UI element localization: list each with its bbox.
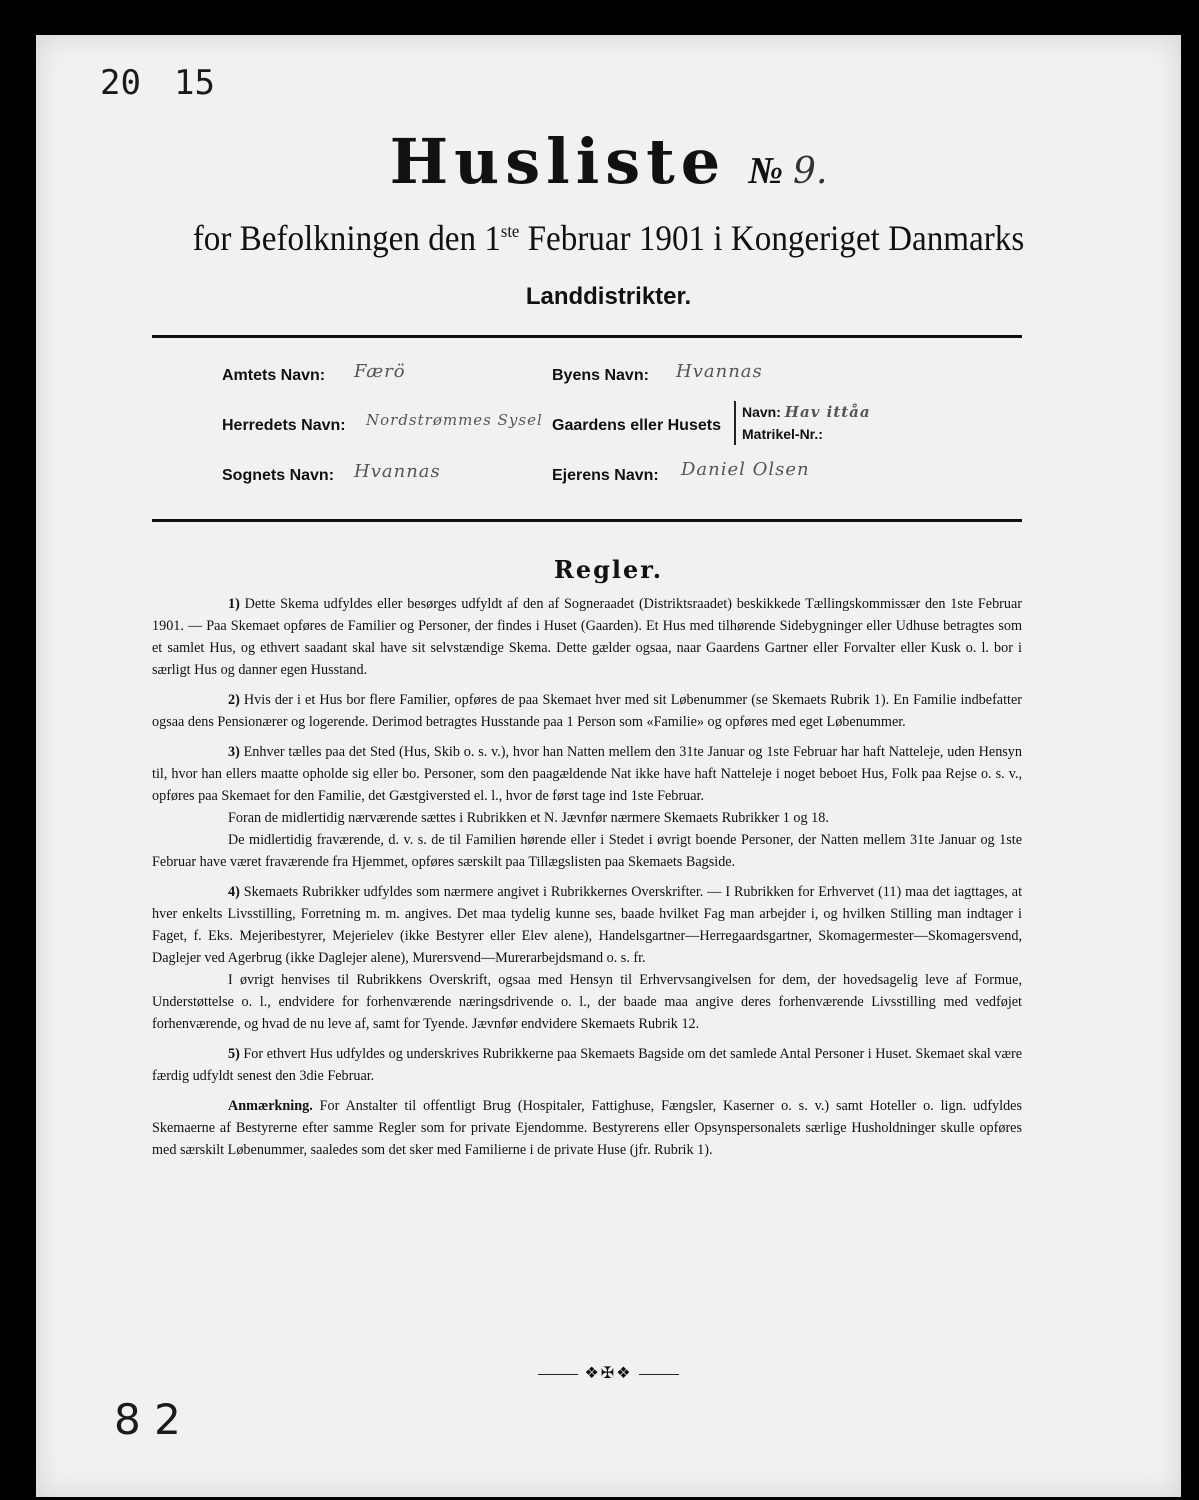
rule-paragraph [152, 1043, 1022, 1087]
rule-text: Enhver tælles paa det Sted (Hus, Skib o. s. v.), hvor han Natten mellem den 31te Januar og 1ste Februar har haft Natteleje, uden Hensyn til, hvor han ellers maatte opholde sig eller bo. Personer, som den paagældende Nat ikke have haft Natteleje i noget beboet Hus, Folk paa Rejse o. s. v., opføres paa Skemaet for den Familie, det Gæstgiversted el. l., hvor de først tage ind 1ste Februar. [152, 744, 1022, 804]
subtitle [82, 217, 1135, 259]
district-heading: Landdistrikter. [525, 283, 692, 310]
amtets-label: Amtets Navn: [222, 367, 326, 384]
rule-paragraph [152, 807, 1022, 829]
navn-value: Hav ittåa [784, 403, 871, 421]
top-divider [152, 335, 1022, 338]
rule-text: De midlertidig fraværende, d. v. s. de til Familien hørende eller i Stedet i øvrigt boende Personer, der Natten mellem 31te Januar og 1ste Februar have været fraværende fra Hjemmet, opføres særskilt paa Tillægslisten paa Skemaets Bagside. [152, 832, 1022, 870]
byens-label: Byens Navn: [552, 367, 649, 384]
gaardens-brace [734, 401, 871, 445]
subtitle-post: Februar 1901 i Kongeriget Danmarks [519, 218, 1025, 258]
rule-number: Anmærkning. [228, 1098, 313, 1114]
subtitle-pre: for Befolkningen den 1 [192, 218, 501, 258]
rules-body [152, 593, 1022, 1169]
gaardens-label: Gaardens eller Husets [552, 417, 721, 434]
subtitle-sup: ste [500, 221, 520, 241]
rules-heading: Regler. [553, 555, 664, 584]
rule-number: 2) [228, 692, 240, 708]
rule-text: Foran de midlertidig nærværende sættes i Rubrikken et N. Jævnfør nærmere Skemaets Rubrikker 1 og 18. [228, 810, 829, 826]
rule-paragraph [152, 969, 1022, 1035]
rule-number: 4) [228, 884, 240, 900]
ornament: ❖✠❖ [584, 1365, 633, 1382]
rule-text: Hvis der i et Hus bor flere Familier, opføres de paa Skemaet hver med sit Løbenummer (se Skemaets Rubrik 1). En Familie indbefatter ogsaa dens Pensionærer og logerende. Derimod betragtes Husstande paa 1 Person som «Familie» og opføres med eget Løbenummer. [152, 692, 1022, 730]
rule-paragraph [152, 741, 1022, 807]
bottom-divider [152, 519, 1022, 522]
sognets-value: Hvannas [354, 461, 441, 482]
title-block [36, 125, 1181, 198]
rule-paragraph [152, 593, 1022, 681]
rule-paragraph [152, 881, 1022, 969]
ejerens-label: Ejerens Navn: [552, 467, 659, 484]
herredets-label: Herredets Navn: [222, 417, 346, 434]
amtets-value: Færö [354, 361, 406, 382]
rule-number: 3) [228, 744, 240, 760]
rule-text: I øvrigt henvises til Rubrikkens Overskrift, ogsaa med Hensyn til Erhvervsangivelsen for dem, der hovedsagelig leve af Formue, Understøttelse o. l., endvidere for forhenværende næringsdrivende o. l., der baade maa angive deres forhenværende Livsstilling med vedføjet forhenværende, og hvad de nu leve af, samt for Tyende. Jævnfør endvidere Skemaets Rubrik 12. [152, 972, 1022, 1032]
rule-number: 1) [228, 596, 240, 612]
document-page [36, 35, 1181, 1497]
rule-paragraph [152, 829, 1022, 873]
rule-text: Dette Skema udfyldes eller besørges udfyldt af den af Sogneraadet (Distriktsraadet) beskikkede Tællingskommissær den 1ste Februar 1901. — Paa Skemaet opføres de Familier og Personer, der findes i Huset (Gaarden). Et Hus med tilhørende Sidebygninger eller Udhuse betragtes som et samlet Hus, og ethvert saadant skal have sit selvstændige Skema. Dette gælder ogsaa, naar Gaardens Gartner eller Forvalter eller Kusk o. l. bor i særligt Hus og danner egen Husstand. [152, 596, 1022, 678]
herredets-value: Nordstrømmes Sysel [366, 411, 543, 429]
title-number-value: 9. [793, 151, 828, 192]
sognets-label: Sognets Navn: [222, 467, 335, 484]
rule-number: 5) [228, 1046, 240, 1062]
page-title: Husliste [389, 125, 727, 198]
rule-text: For Anstalter til offentligt Brug (Hospitaler, Fattighuse, Fængsler, Kaserner o. s. v.) samt Hoteller o. lign. udfyldes Skemaerne af Bestyrerne efter samme Regler som for private Ejendomme. Bestyrerens eller Opsynspersonalets særlige Husholdninger skulle opføres med særskilt Løbenummer, saaledes som det sker med Familierne i de private Huse (jfr. Rubrik 1). [152, 1098, 1022, 1158]
matrikel-label: Matrikel-Nr.: [742, 426, 823, 442]
rule-paragraph [152, 689, 1022, 733]
handwritten-note: 8 2 [114, 1395, 181, 1444]
ornament-divider [36, 1363, 1181, 1383]
page-number-left: 20 [100, 63, 141, 103]
navn-label: Navn: [742, 404, 781, 420]
page-number-right: 15 [174, 63, 215, 103]
ejerens-value: Daniel Olsen [681, 459, 810, 480]
rule-paragraph [152, 1095, 1022, 1161]
rule-text: For ethvert Hus udfyldes og underskrives Rubrikkerne paa Skemaets Bagside om det samlede Antal Personer i Huset. Skemaet skal være færdig udfyldt senest den 3die Februar. [152, 1046, 1022, 1084]
title-number-label: № [748, 150, 784, 192]
byens-value: Hvannas [676, 361, 763, 382]
rule-text: Skemaets Rubrikker udfyldes som nærmere angivet i Rubrikkernes Overskrifter. — I Rubrikken for Erhvervet (11) maa det iagttages, at hver enkelts Livsstilling, Forretning m. m. angives. Det maa tydelig kunne ses, baade hvilket Fag man arbejder i, og hvilken Stilling man indtager i Faget, f. Eks. Mejeribestyrer, Mejerielev (ikke Bestyrer eller Elev alene), Handelsgartner—Herregaardsgartner, Skomagermester—Skomagersvend, Daglejer ved Agerbrug (ikke Daglejer alene), Murersvend—Murerarbejdsmand o. s. fr. [152, 884, 1023, 966]
